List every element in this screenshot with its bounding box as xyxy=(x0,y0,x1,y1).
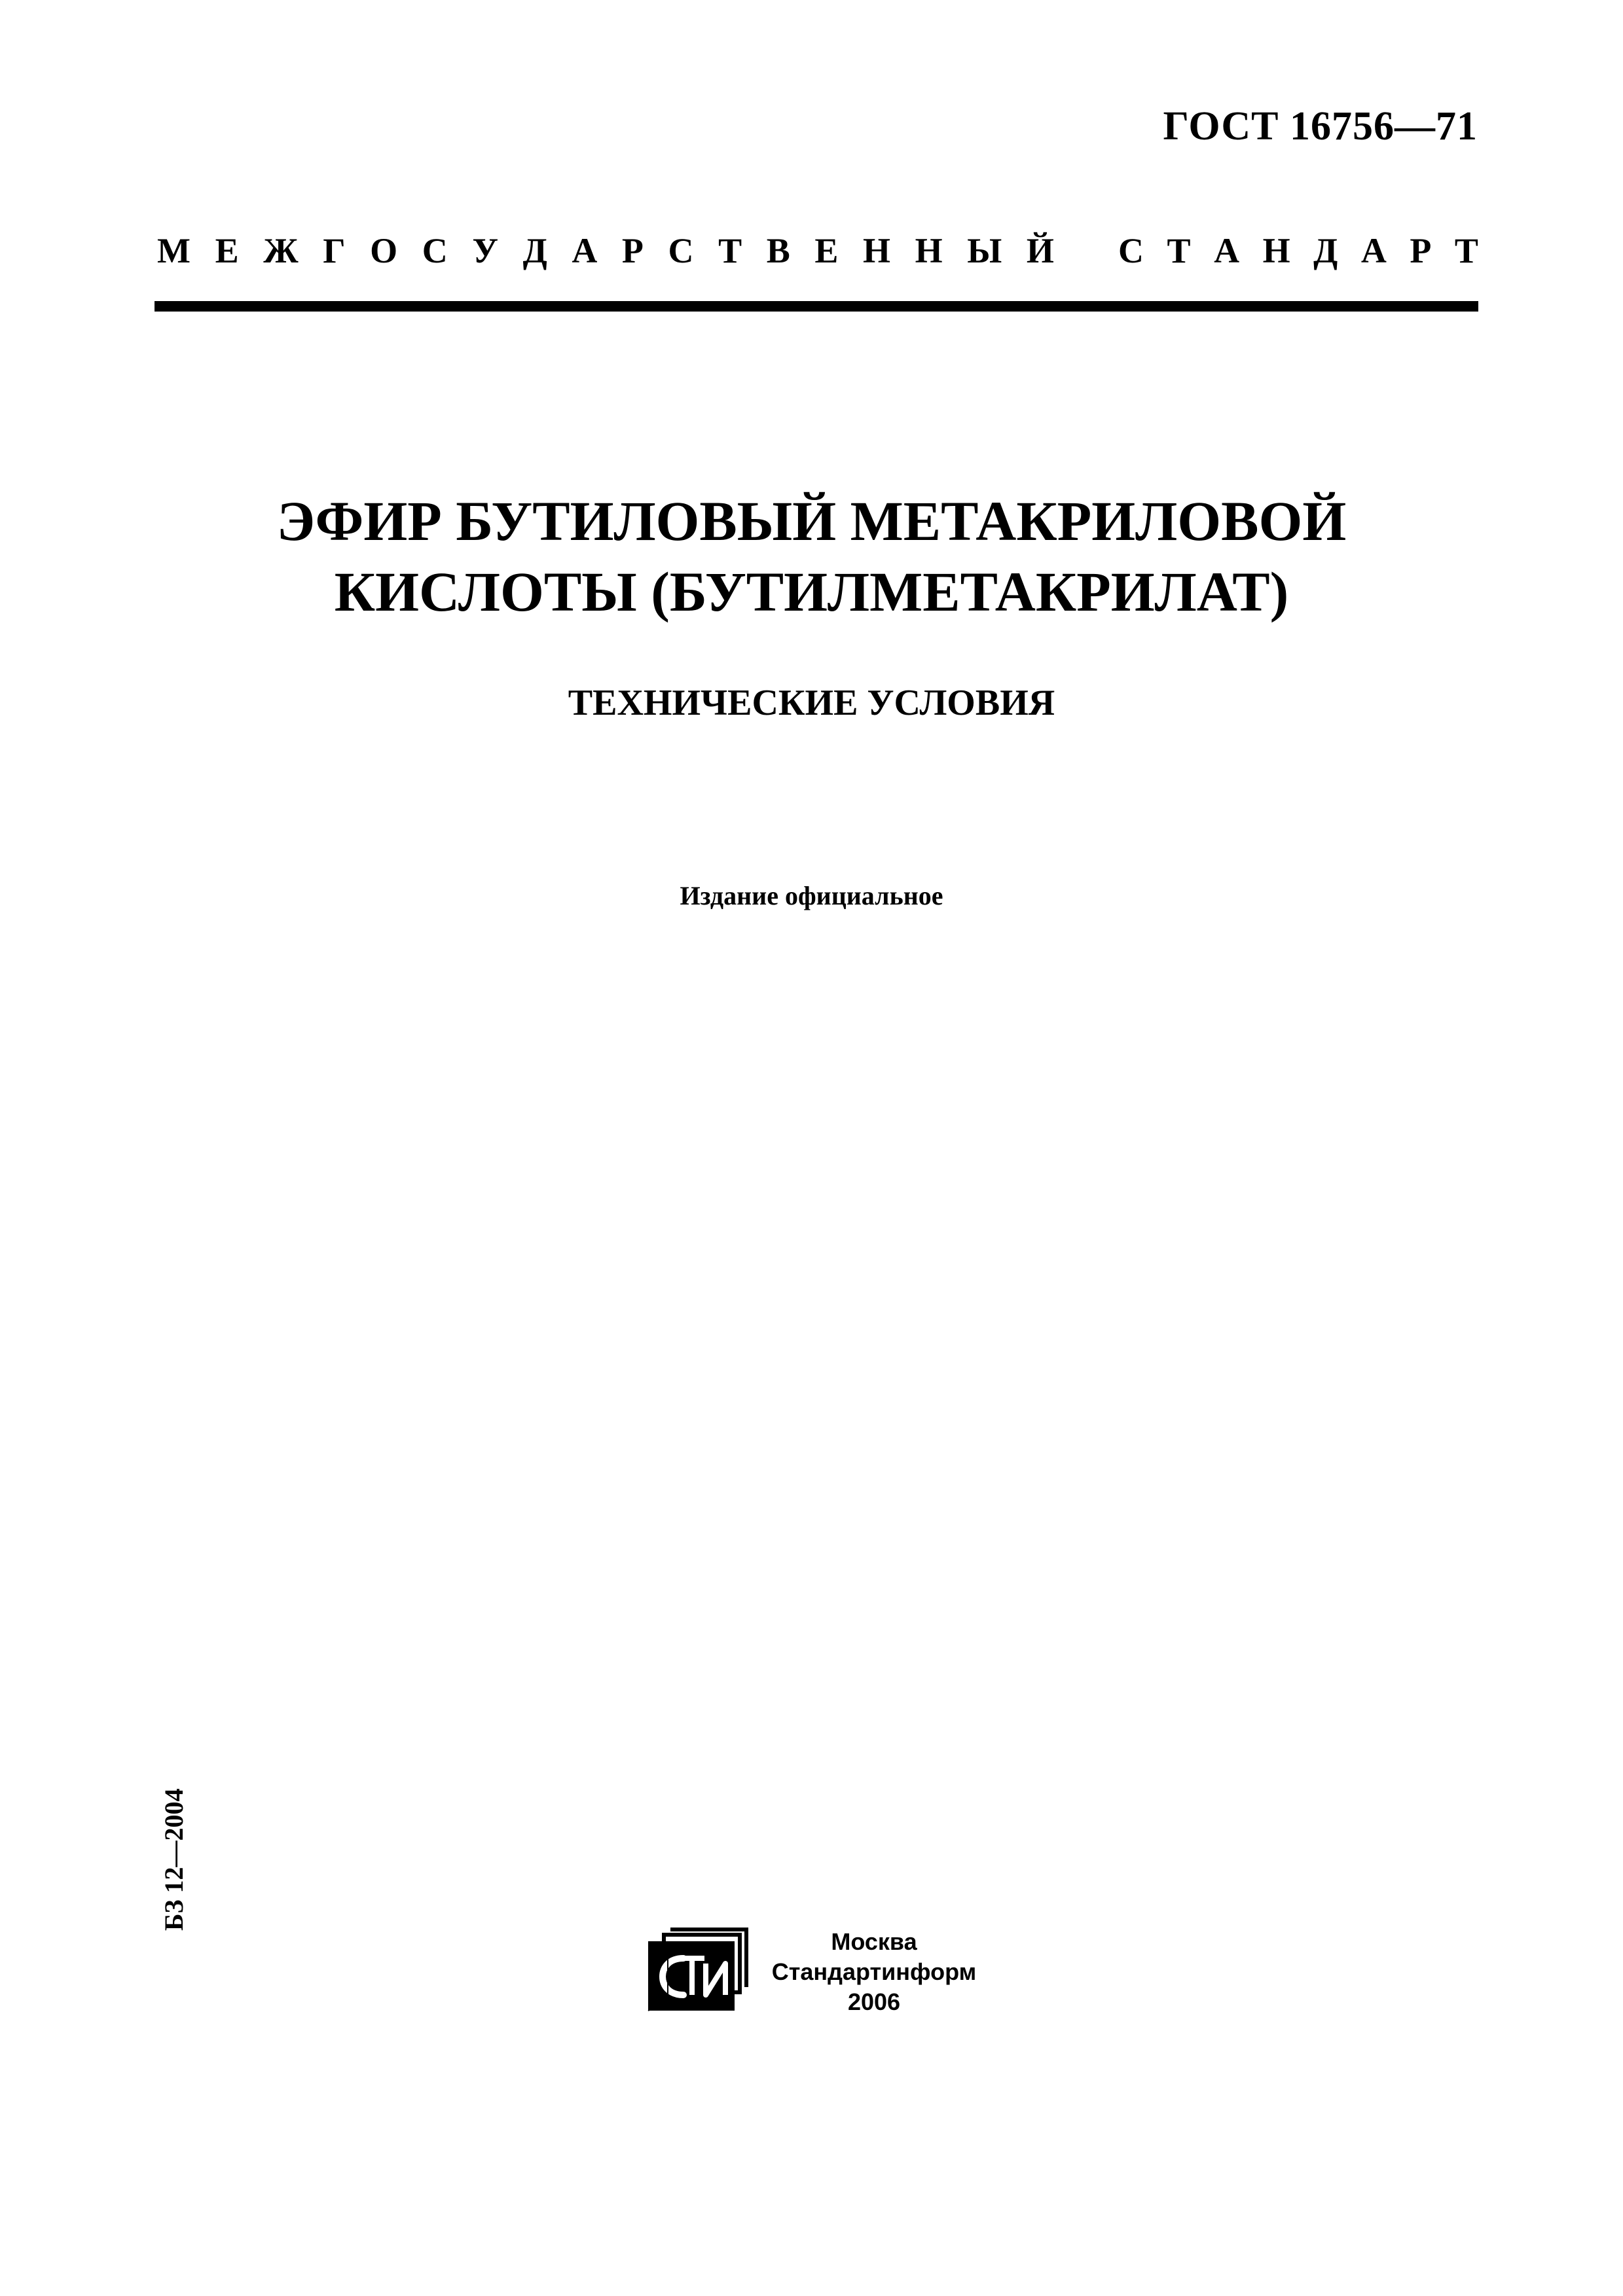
gost-number: ГОСТ 16756—71 xyxy=(1163,104,1478,149)
spaced-letter: Ы xyxy=(967,231,1002,270)
spaced-letter: Р xyxy=(1410,231,1432,270)
publisher-logo xyxy=(642,1924,754,2016)
spaced-letter: Н xyxy=(915,231,943,270)
spaced-letter: У xyxy=(472,231,498,270)
spaced-letter: С xyxy=(422,231,448,270)
document-title xyxy=(0,486,1623,627)
spaced-letter: Д xyxy=(1313,231,1338,270)
spaced-letter: Н xyxy=(862,231,890,270)
spaced-letter: Г xyxy=(323,231,346,270)
spaced-letter: С xyxy=(1118,231,1144,270)
spaced-letter: М xyxy=(157,231,191,270)
publisher-block xyxy=(766,1927,982,2017)
spaced-letter: О xyxy=(370,231,398,270)
standard-type-word xyxy=(1118,230,1478,271)
spaced-letter: Т xyxy=(718,231,742,270)
standartinform-logo-icon xyxy=(642,1924,754,2016)
title-line: КИСЛОТЫ (БУТИЛМЕТАКРИЛАТ) xyxy=(334,560,1289,623)
spaced-letter: Н xyxy=(1262,231,1290,270)
spaced-letter: Р xyxy=(621,231,644,270)
publisher-name: Стандартинформ xyxy=(771,1958,977,1985)
spaced-letter: Е xyxy=(215,231,239,270)
spaced-letter: А xyxy=(572,231,598,270)
publisher-city: Москва xyxy=(831,1928,917,1955)
document-subtitle: ТЕХНИЧЕСКИЕ УСЛОВИЯ xyxy=(568,683,1055,723)
title-line: ЭФИР БУТИЛОВЫЙ МЕТАКРИЛОВОЙ xyxy=(276,490,1347,552)
spaced-letter: С xyxy=(668,231,694,270)
spaced-letter: Т xyxy=(1454,231,1478,270)
edition-note: Издание официальное xyxy=(680,881,943,910)
spaced-letter: В xyxy=(766,231,790,270)
spaced-letter: Й xyxy=(1026,231,1054,270)
spaced-letter: А xyxy=(1214,231,1240,270)
publisher-year: 2006 xyxy=(847,1988,901,2015)
spaced-letter: А xyxy=(1360,231,1387,270)
standard-type-heading xyxy=(157,230,1478,271)
header-rule xyxy=(155,301,1478,312)
catalog-code: БЗ 12—2004 xyxy=(159,1788,189,1931)
standard-type-word xyxy=(157,230,1054,271)
spaced-letter: Д xyxy=(522,231,547,270)
spaced-letter: Е xyxy=(814,231,839,270)
spaced-letter: Ж xyxy=(263,231,299,270)
spaced-letter: Т xyxy=(1167,231,1191,270)
